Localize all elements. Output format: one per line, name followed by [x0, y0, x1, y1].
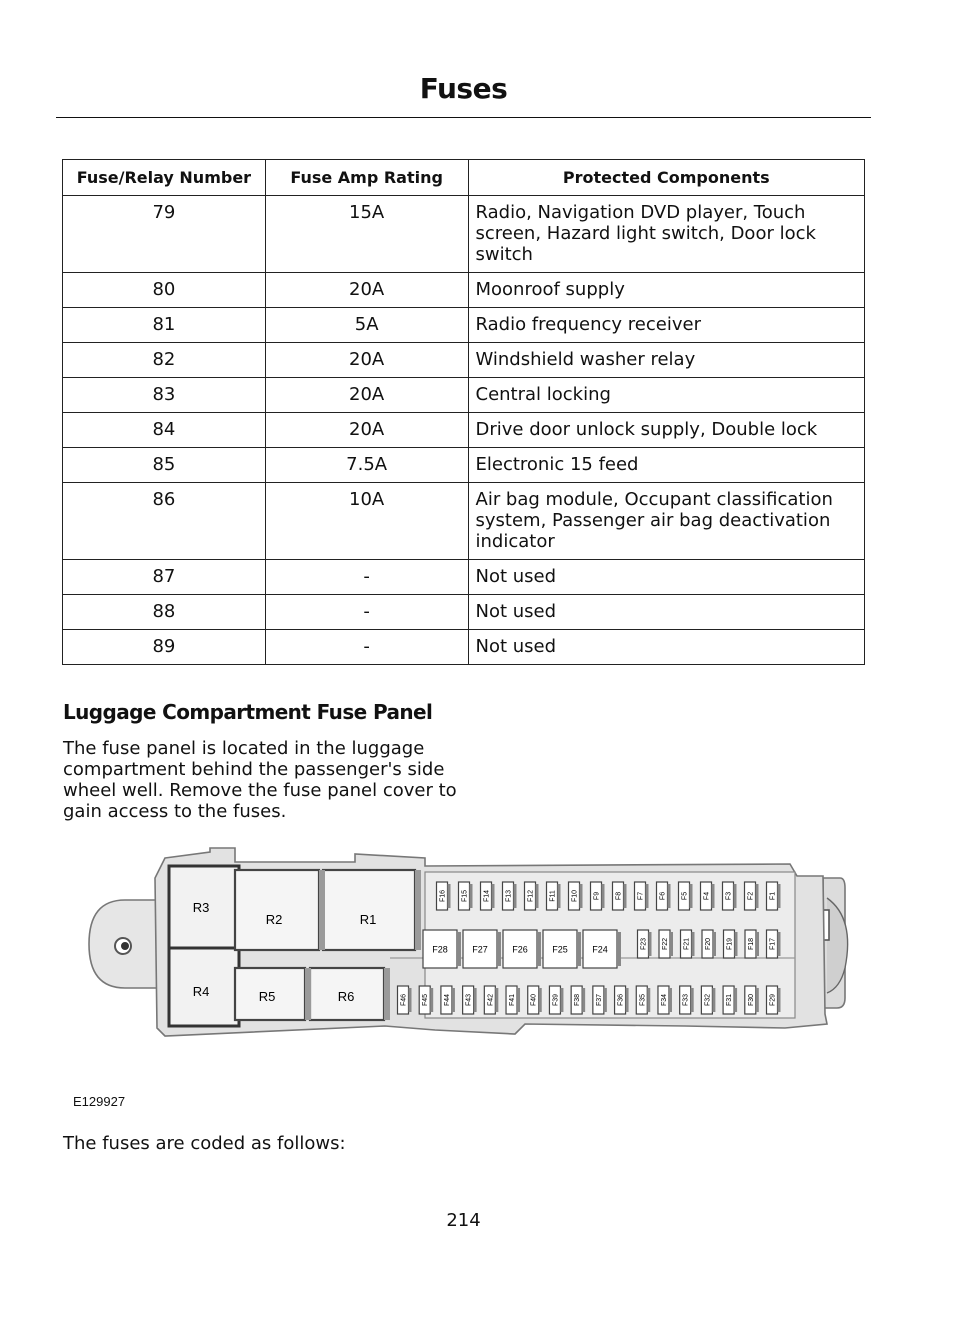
table-header-row	[63, 160, 865, 196]
components-cell: Windshield washer relay	[468, 343, 865, 378]
fuse-slot	[679, 882, 693, 910]
large-fuse-row	[423, 930, 621, 968]
table-row	[63, 196, 865, 273]
fuse-label: F29	[769, 993, 777, 1007]
fuse-label: F40	[530, 993, 538, 1007]
fuse-slot	[441, 986, 455, 1014]
fuse-number-cell: 83	[63, 378, 266, 413]
components-cell: Air bag module, Occupant classification system, Passenger air bag deactivation indicator	[468, 483, 865, 560]
fuse-number-cell: 81	[63, 308, 266, 343]
fuse-slot	[767, 930, 781, 958]
page-title: Fuses	[419, 72, 508, 105]
fuse-slot	[484, 986, 498, 1014]
fuse-label: F6	[659, 891, 667, 901]
fuse-slot	[724, 930, 738, 958]
components-cell: Not used	[468, 630, 865, 665]
fuse-number-cell: 89	[63, 630, 266, 665]
amp-rating-cell: 20A	[265, 413, 468, 448]
fuse-label: F32	[704, 993, 712, 1007]
fuse-slot	[503, 930, 541, 968]
fuse-slot	[481, 882, 495, 910]
fuse-label: F8	[615, 891, 623, 901]
fuse-slot	[583, 930, 621, 968]
fuse-label: F11	[549, 890, 557, 902]
amp-rating-cell: -	[265, 630, 468, 665]
fuse-slot	[398, 986, 412, 1014]
fuse-number-cell: 85	[63, 448, 266, 483]
amp-rating-cell: 15A	[265, 196, 468, 273]
fuse-label: F13	[505, 889, 513, 903]
fuse-slot	[767, 986, 781, 1014]
fuse-label: F36	[617, 993, 625, 1007]
relay-label: R2	[265, 912, 283, 927]
fuse-label: F45	[422, 993, 430, 1007]
fuse-slot	[613, 882, 627, 910]
fuse-label: F23	[640, 937, 648, 951]
fuse-label: F38	[574, 993, 582, 1007]
fuse-number-cell: 88	[63, 595, 266, 630]
table-row	[63, 413, 865, 448]
page-number: 214	[446, 1210, 481, 1231]
fuse-label: F15	[461, 889, 469, 903]
fuse-slot	[423, 930, 461, 968]
figure-code: E129927	[73, 1094, 126, 1109]
components-cell: Radio, Navigation DVD player, Touch screen, Hazard light switch, Door lock switch	[468, 196, 865, 273]
fuse-slot	[419, 986, 433, 1014]
fuse-label: F10	[571, 889, 579, 903]
fuse-number-cell: 82	[63, 343, 266, 378]
amp-rating-cell: 7.5A	[265, 448, 468, 483]
fuse-slot	[657, 882, 671, 910]
components-cell: Central locking	[468, 378, 865, 413]
relay-label: R6	[337, 989, 355, 1004]
table-row	[63, 343, 865, 378]
fuse-label: F17	[769, 937, 777, 951]
fuse-label: F4	[703, 891, 711, 901]
fuse-slot	[701, 882, 715, 910]
components-cell: Not used	[468, 595, 865, 630]
fuse-label: F1	[769, 891, 777, 901]
fuse-slot	[463, 986, 477, 1014]
fuse-label: F19	[726, 937, 734, 951]
fuse-slot	[459, 882, 473, 910]
title-rule	[56, 117, 871, 118]
components-cell: Electronic 15 feed	[468, 448, 865, 483]
fuse-slot	[745, 930, 759, 958]
fuse-slot	[636, 986, 650, 1014]
fuse-label: F24	[592, 944, 608, 955]
column-header-number: Fuse/Relay Number	[63, 160, 266, 196]
intro-paragraph: The fuse panel is located in the luggage compartment behind the passenger's side wheel well. Remove the fuse panel cover to gain access to the fuses.	[63, 738, 457, 822]
fuse-label: F44	[443, 993, 451, 1007]
amp-rating-cell: 20A	[265, 378, 468, 413]
fuse-slot	[593, 986, 607, 1014]
fuse-slot	[638, 930, 652, 958]
fuse-label: F25	[552, 944, 568, 955]
fuse-label: F18	[748, 937, 755, 951]
fuse-label: F42	[487, 993, 495, 1007]
fuse-label: F41	[509, 993, 517, 1007]
fuse-slot	[745, 882, 759, 910]
fuse-table	[62, 159, 865, 665]
amp-rating-cell: -	[265, 560, 468, 595]
fuse-label: F9	[593, 891, 601, 901]
coded-text: The fuses are coded as follows:	[63, 1133, 346, 1154]
fuse-label: F2	[747, 891, 755, 901]
amp-rating-cell: 5A	[265, 308, 468, 343]
table-row	[63, 273, 865, 308]
fuse-slot	[437, 882, 451, 910]
components-cell: Radio frequency receiver	[468, 308, 865, 343]
fuse-panel-diagram	[85, 838, 865, 1048]
table-row	[63, 378, 865, 413]
fuse-slot	[723, 986, 737, 1014]
fuse-slot	[680, 986, 694, 1014]
components-cell: Drive door unlock supply, Double lock	[468, 413, 865, 448]
fuse-label: F26	[512, 944, 528, 955]
relay-label: R5	[258, 989, 276, 1004]
fuse-number-cell: 79	[63, 196, 266, 273]
amp-rating-cell: -	[265, 595, 468, 630]
fuse-slot	[635, 882, 649, 910]
table-row	[63, 560, 865, 595]
fuse-label: F27	[472, 944, 488, 955]
column-header-rating: Fuse Amp Rating	[265, 160, 468, 196]
fuse-slot	[503, 882, 517, 910]
fuse-slot	[723, 882, 737, 910]
fuse-label: F21	[683, 937, 691, 951]
section-heading: Luggage Compartment Fuse Panel	[63, 700, 433, 724]
fuse-label: F43	[465, 993, 473, 1007]
fuse-label: F31	[726, 993, 734, 1007]
fuse-label: F34	[660, 993, 668, 1007]
fuse-slot	[702, 930, 716, 958]
fuse-label: F20	[705, 937, 712, 951]
fuse-number-cell: 80	[63, 273, 266, 308]
relay-label: R4	[192, 984, 210, 999]
fuse-slot	[591, 882, 605, 910]
fuse-label: F46	[400, 993, 408, 1007]
fuse-slot	[506, 986, 520, 1014]
fuse-label: F39	[552, 993, 560, 1007]
fuse-label: F30	[747, 993, 755, 1007]
relay-label: R3	[192, 900, 210, 915]
fuse-label: F16	[439, 889, 447, 903]
fuse-slot	[658, 986, 672, 1014]
amp-rating-cell: 20A	[265, 343, 468, 378]
fuse-number-cell: 86	[63, 483, 266, 560]
fuse-slot	[767, 882, 781, 910]
fuse-slot	[547, 882, 561, 910]
fuse-slot	[543, 930, 581, 968]
amp-rating-cell: 20A	[265, 273, 468, 308]
fuse-label: F14	[483, 889, 491, 903]
fuse-slot	[659, 930, 673, 958]
fuse-slot	[463, 930, 501, 968]
fuse-label: F28	[432, 944, 448, 955]
fuse-label: F22	[662, 937, 669, 951]
fuse-slot	[681, 930, 695, 958]
amp-rating-cell: 10A	[265, 483, 468, 560]
fuse-number-cell: 87	[63, 560, 266, 595]
table-row	[63, 595, 865, 630]
fuse-number-cell: 84	[63, 413, 266, 448]
fuse-slot	[525, 882, 539, 910]
fuse-label: F7	[637, 891, 645, 901]
fuse-slot	[745, 986, 759, 1014]
relay-label: R1	[359, 912, 377, 927]
fuse-slot	[528, 986, 542, 1014]
fuse-label: F12	[527, 889, 535, 903]
fuse-slot	[701, 986, 715, 1014]
fuse-slot	[571, 986, 585, 1014]
fuse-label: F35	[639, 993, 647, 1007]
table-row	[63, 483, 865, 560]
table-row	[63, 630, 865, 665]
fuse-slot	[615, 986, 629, 1014]
fuse-label: F5	[681, 891, 689, 901]
fuse-label: F33	[682, 993, 690, 1007]
column-header-components: Protected Components	[468, 160, 865, 196]
table-row	[63, 448, 865, 483]
components-cell: Moonroof supply	[468, 273, 865, 308]
table-row	[63, 308, 865, 343]
fuse-label: F3	[725, 891, 733, 901]
fuse-label: F37	[595, 993, 603, 1007]
fuse-slot	[569, 882, 583, 910]
components-cell: Not used	[468, 560, 865, 595]
fuse-slot	[549, 986, 563, 1014]
